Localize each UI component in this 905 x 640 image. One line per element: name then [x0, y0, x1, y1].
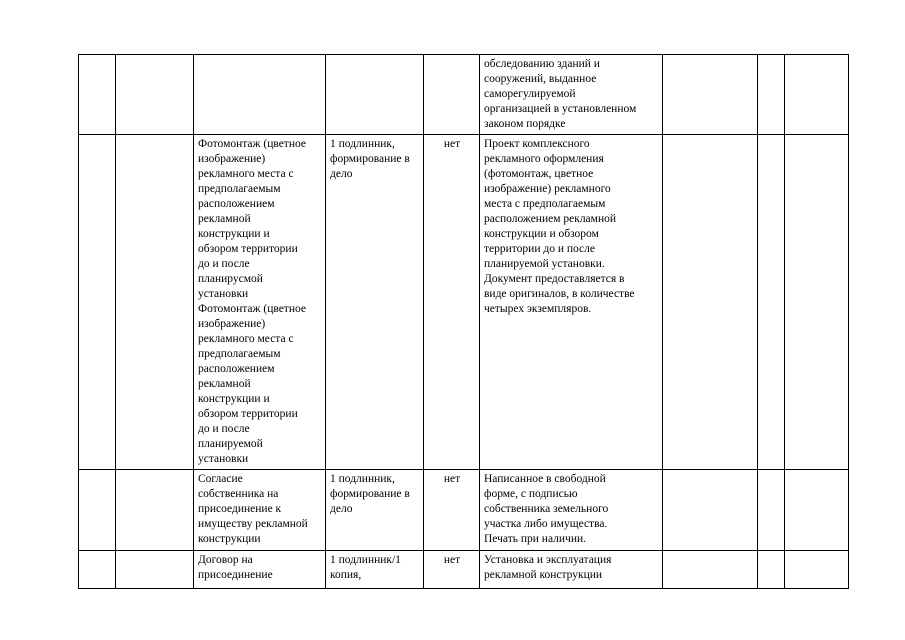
table-row [79, 551, 849, 589]
table-cell-copies: 1 подлинник, формирование в дело [326, 135, 424, 470]
table-cell-col8 [758, 551, 785, 589]
table-cell-document-name [194, 55, 326, 135]
table-cell-col2 [116, 55, 194, 135]
table-row [79, 135, 849, 470]
table-cell-col1 [79, 135, 116, 470]
table-cell-requirements: Проект комплексного рекламного оформления (фотомонтаж, цветное изображение) рекламного места с предполагаемым расположением рекламной конструкции и обзором территории до и после планируемой установки. Документ предоставляется в виде оригиналов, в количестве четырех экземпляров. [480, 135, 663, 470]
table-cell-col1 [79, 470, 116, 551]
table-cell-col7 [663, 470, 758, 551]
table-row [79, 55, 849, 135]
table-cell-copies: 1 подлинник/1 копия, [326, 551, 424, 589]
table-cell-requirements: обследованию зданий и сооружений, выданное саморегулируемой организацией в установленном законом порядке [480, 55, 663, 135]
table-cell-col2 [116, 135, 194, 470]
table-row [79, 470, 849, 551]
table-cell-col2 [116, 470, 194, 551]
table-cell-copies [326, 55, 424, 135]
table-cell-col9 [785, 55, 849, 135]
table-cell-col9 [785, 470, 849, 551]
table-cell-document-name: Согласие собственника на присоединение к имуществу рекламной конструкции [194, 470, 326, 551]
table-cell-col1 [79, 551, 116, 589]
table-cell-mandatory: нет [424, 470, 480, 551]
table-cell-col7 [663, 135, 758, 470]
table-cell-requirements: Написанное в свободной форме, с подписью собственника земельного участка либо имущества. Печать при наличии. [480, 470, 663, 551]
table-cell-document-name: Договор на присоединение [194, 551, 326, 589]
document-table [78, 54, 849, 589]
table-cell-copies: 1 подлинник, формирование в дело [326, 470, 424, 551]
table-cell-col2 [116, 551, 194, 589]
table-cell-requirements: Установка и эксплуатация рекламной конструкции [480, 551, 663, 589]
table-cell-col8 [758, 470, 785, 551]
table-cell-col1 [79, 55, 116, 135]
table-cell-mandatory: нет [424, 135, 480, 470]
table-cell-col7 [663, 551, 758, 589]
table-cell-document-name: Фотомонтаж (цветное изображение) рекламного места с предполагаемым расположением рекламной конструкции и обзором территории до и после планирусмой установки Фотомонтаж (цветное изображение) рекламного места с предполагаемым расположением рекламной конструкции и обзором территории до и после планируемой установки [194, 135, 326, 470]
table-cell-col9 [785, 135, 849, 470]
table-cell-col8 [758, 55, 785, 135]
table-cell-col7 [663, 55, 758, 135]
table-cell-col8 [758, 135, 785, 470]
table-cell-mandatory: нет [424, 551, 480, 589]
table-cell-mandatory [424, 55, 480, 135]
table-cell-col9 [785, 551, 849, 589]
